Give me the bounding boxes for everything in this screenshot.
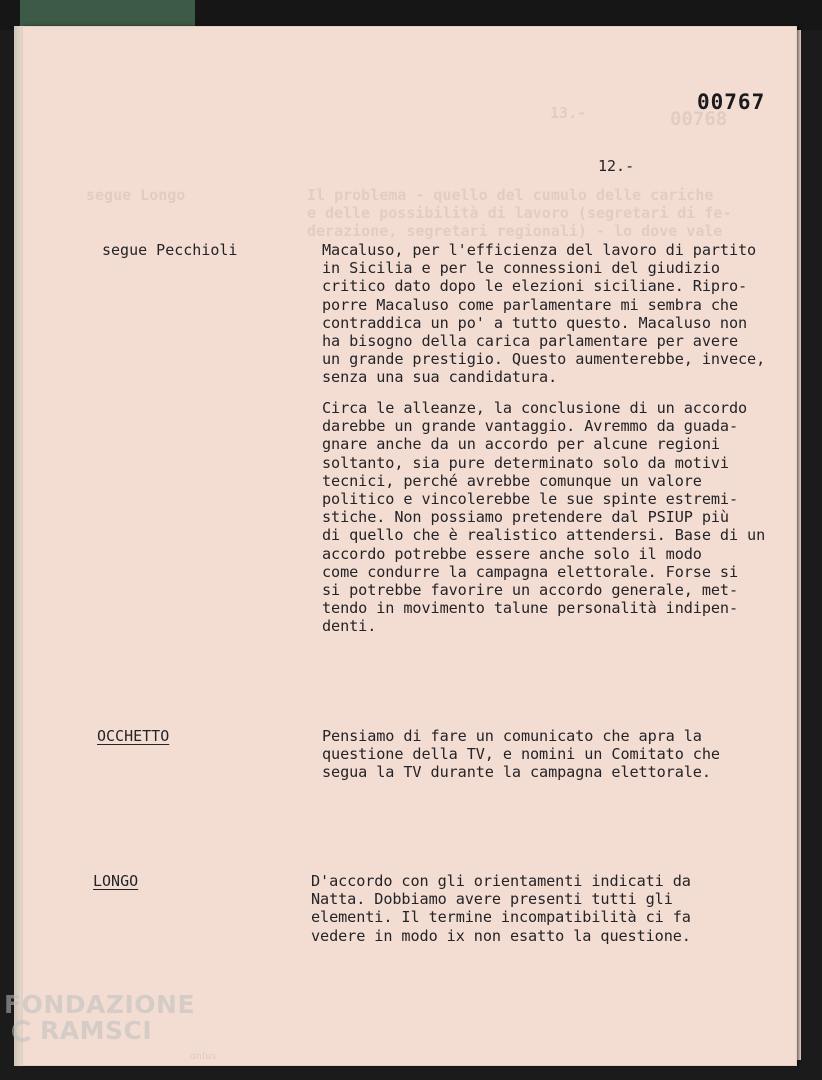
fondazione-gramsci-watermark: [4, 990, 217, 1062]
bleed-speaker: segue Longo: [86, 186, 186, 204]
watermark-line1: FONDAZIONE: [4, 990, 196, 1019]
gramsci-logo-icon: [12, 1020, 34, 1042]
watermark-sub: onlus: [190, 1052, 217, 1062]
paragraph: Macaluso, per l'efficienza del lavoro di partito in Sicilia e per le connessioni del giudizio critico dato dopo le elezioni siciliane. Ripro- porre Macaluso come parlamentare mi sembra che contraddica un po' a tutto questo. Macaluso non ha bisogno della carica parlamentare per avere un grande prestigio. Questo aumenterebbe, invece, senza una sua candidatura.: [322, 241, 766, 387]
speaker-label: OCCHETTO: [97, 727, 170, 745]
bleed-line: Il problema - quello del cumulo delle cariche: [307, 186, 714, 204]
bleed-archive-number: 00768: [670, 108, 728, 130]
archive-number: 00767: [697, 90, 766, 114]
bleed-page-number: 13.-: [550, 104, 587, 122]
paragraph: Circa le alleanze, la conclusione di un accordo darebbe un grande vantaggio. Avremmo da guada- gnare anche da un accordo per alcune regioni soltanto, sia pure determinato solo da motivi tecnici, perché avrebbe comunque un valore politico e vincolerebbe le sue spinte estremi- stiche. Non possiamo pretendere dal PSIUP più di quello che è realistico attendersi. Base di un accordo potrebbe essere anche solo il modo come condurre la campagna elettorale. Forse si si potrebbe favorire un accordo generale, met- tendo in movimento talune personalità indipen- denti.: [322, 399, 766, 636]
paragraph: Pensiamo di fare un comunicato che apra la questione della TV, e nomini un Comitato che segua la TV durante la campagna elettorale.: [322, 727, 720, 782]
speaker-label: segue Pecchioli: [102, 241, 238, 259]
bleed-line: e delle possibilità di lavoro (segretari di fe-: [307, 204, 732, 222]
bleed-line: derazione, segretari regionali) - lo dove vale: [307, 222, 723, 240]
document-page: [22, 26, 797, 1066]
binder-tab: [20, 0, 195, 26]
page-number: 12.-: [598, 157, 635, 175]
paragraph: D'accordo con gli orientamenti indicati da Natta. Dobbiamo avere presenti tutti gli elementi. Il termine incompatibilità ci fa vedere in modo ix non esatto la questione.: [311, 872, 691, 945]
watermark-line2: RAMSCI: [40, 1016, 153, 1045]
speaker-label: LONGO: [93, 872, 139, 890]
